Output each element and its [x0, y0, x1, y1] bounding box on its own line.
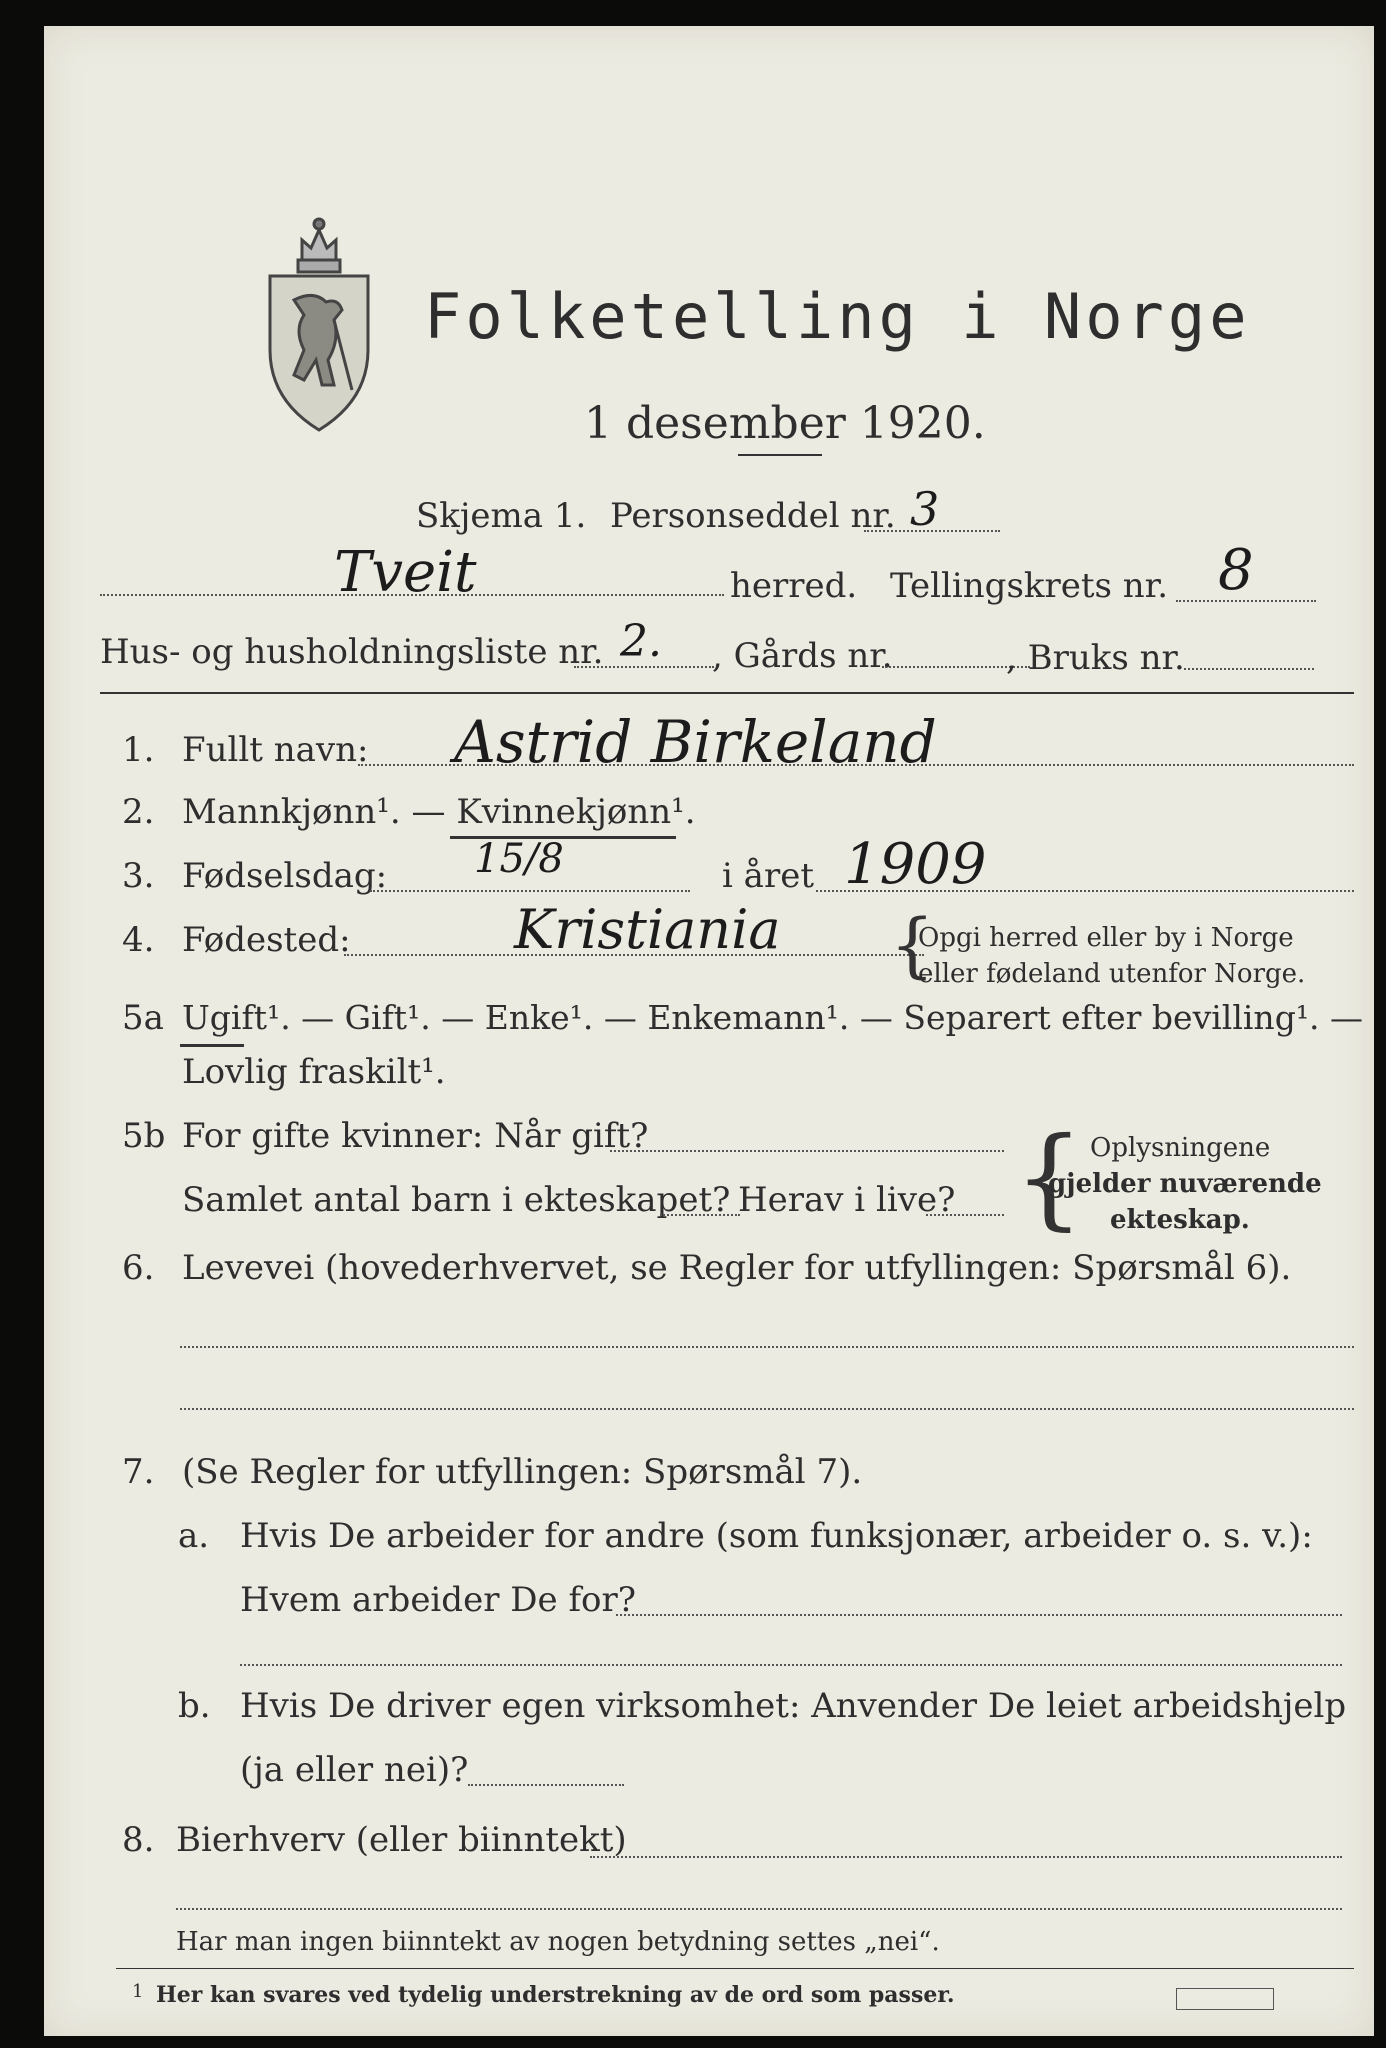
q6-number: 6.: [122, 1248, 155, 1288]
census-form: [44, 26, 1374, 2036]
q7a-line1: Hvis De arbeider for andre (som funksjonær, arbeider o. s. v.):: [240, 1516, 1313, 1556]
q7b-line2-fill: [468, 1784, 624, 1786]
q5b-number: 5b: [122, 1116, 166, 1156]
bruks-label: , Bruks nr.: [1006, 638, 1185, 678]
hus-value: 2.: [620, 616, 662, 667]
bruks-line: [1184, 668, 1314, 670]
q5a-line1: Ugift¹. — Gift¹. — Enke¹. — Enkemann¹. — Separert efter bevilling¹. —: [182, 998, 1364, 1037]
personseddel-value: 3: [910, 482, 940, 536]
q7a-letter: a.: [178, 1516, 210, 1556]
q3-label: Fødselsdag:: [182, 856, 388, 896]
q5b-alive-fill: [926, 1214, 1004, 1216]
q7b-letter: b.: [178, 1686, 211, 1726]
footer-divider: [116, 1968, 1354, 1969]
q4-brace: {: [890, 904, 935, 986]
q5a-number: 5a: [122, 998, 164, 1038]
q1-value: Astrid Birkeland: [454, 708, 937, 776]
herred-value: Tveit: [334, 540, 477, 605]
q5b-line2a: Samlet antal barn i ekteskapet?: [182, 1180, 731, 1220]
q7a-line2: Hvem arbeider De for?: [240, 1580, 636, 1620]
q5b-line1-fill: [610, 1150, 1004, 1152]
printer-stamp: [1176, 1988, 1274, 2010]
q7a-extra-line: [240, 1664, 1342, 1666]
tellingskrets-value: 8: [1218, 538, 1254, 603]
q7b-line1: Hvis De driver egen virksomhet: Anvender De leiet arbeidshjelp: [240, 1686, 1347, 1726]
q8-label: Bierhverv (eller biinntekt): [176, 1820, 627, 1860]
form-date: 1 desember 1920.: [584, 398, 986, 449]
personseddel-label: Personseddel nr.: [610, 496, 896, 536]
tellingskrets-label: Tellingskrets nr.: [890, 566, 1169, 606]
q1-label: Fullt navn:: [182, 730, 369, 770]
footer-note: Har man ingen biinntekt av nogen betydning settes „nei“.: [176, 1927, 940, 1957]
q4-label: Fødested:: [182, 920, 351, 960]
q6-line2: [180, 1408, 1354, 1410]
q1-number: 1.: [122, 730, 155, 770]
q2-number: 2.: [122, 792, 155, 832]
coat-of-arms-icon: [264, 210, 374, 435]
q5b-children-fill: [660, 1214, 740, 1216]
q5b-line2b: Herav i live?: [738, 1180, 956, 1220]
q7a-line2-fill: [616, 1614, 1342, 1616]
q3-year-label: i året: [722, 856, 814, 896]
herred-label: herred.: [730, 566, 858, 606]
q3-day-line: [370, 890, 690, 892]
form-title: Folketelling i Norge: [424, 280, 1251, 353]
hus-label: Hus- og husholdningsliste nr.: [100, 632, 604, 672]
q8-number: 8.: [122, 1820, 155, 1860]
gards-label: , Gårds nr.: [712, 636, 893, 676]
q4-number: 4.: [122, 920, 155, 960]
q5b-note3: ekteskap.: [1110, 1205, 1250, 1235]
q7-label: (Se Regler for utfyllingen: Spørsmål 7).: [182, 1452, 863, 1492]
q8-line1: [590, 1856, 1342, 1858]
q4-note-line2: eller fødeland utenfor Norge.: [918, 959, 1306, 989]
q5b-note2: gjelder nuværende: [1048, 1169, 1322, 1199]
q2-label: Mannkjønn¹. — Kvinnekjønn¹.: [182, 792, 696, 832]
q3-number: 3.: [122, 856, 155, 896]
q5a-underline: [180, 1044, 244, 1047]
q5b-note1: Oplysningene: [1090, 1133, 1271, 1163]
q6-line1: [180, 1346, 1354, 1348]
q7-number: 7.: [122, 1452, 155, 1492]
footnote-text: Her kan svares ved tydelig understrekning av de ord som passer.: [156, 1982, 955, 2008]
q3-year: 1909: [844, 832, 987, 897]
q7b-line2: (ja eller nei)?: [240, 1750, 469, 1790]
q5b-line1: For gifte kvinner: Når gift?: [182, 1116, 649, 1156]
footnote-mark: 1: [132, 1981, 144, 2002]
schema-label: Skjema 1.: [416, 496, 587, 536]
q8-line2: [176, 1908, 1342, 1910]
q4-value: Kristiania: [514, 898, 781, 961]
header-divider: [100, 692, 1354, 694]
q5b-brace: {: [1014, 1113, 1084, 1241]
title-divider: [738, 454, 822, 456]
q4-note-line1: Opgi herred eller by i Norge: [918, 923, 1294, 953]
q3-day: 15/8: [474, 836, 564, 882]
q6-label: Levevei (hovederhvervet, se Regler for utfyllingen: Spørsmål 6).: [182, 1248, 1292, 1288]
q5a-line2: Lovlig fraskilt¹.: [182, 1052, 446, 1092]
